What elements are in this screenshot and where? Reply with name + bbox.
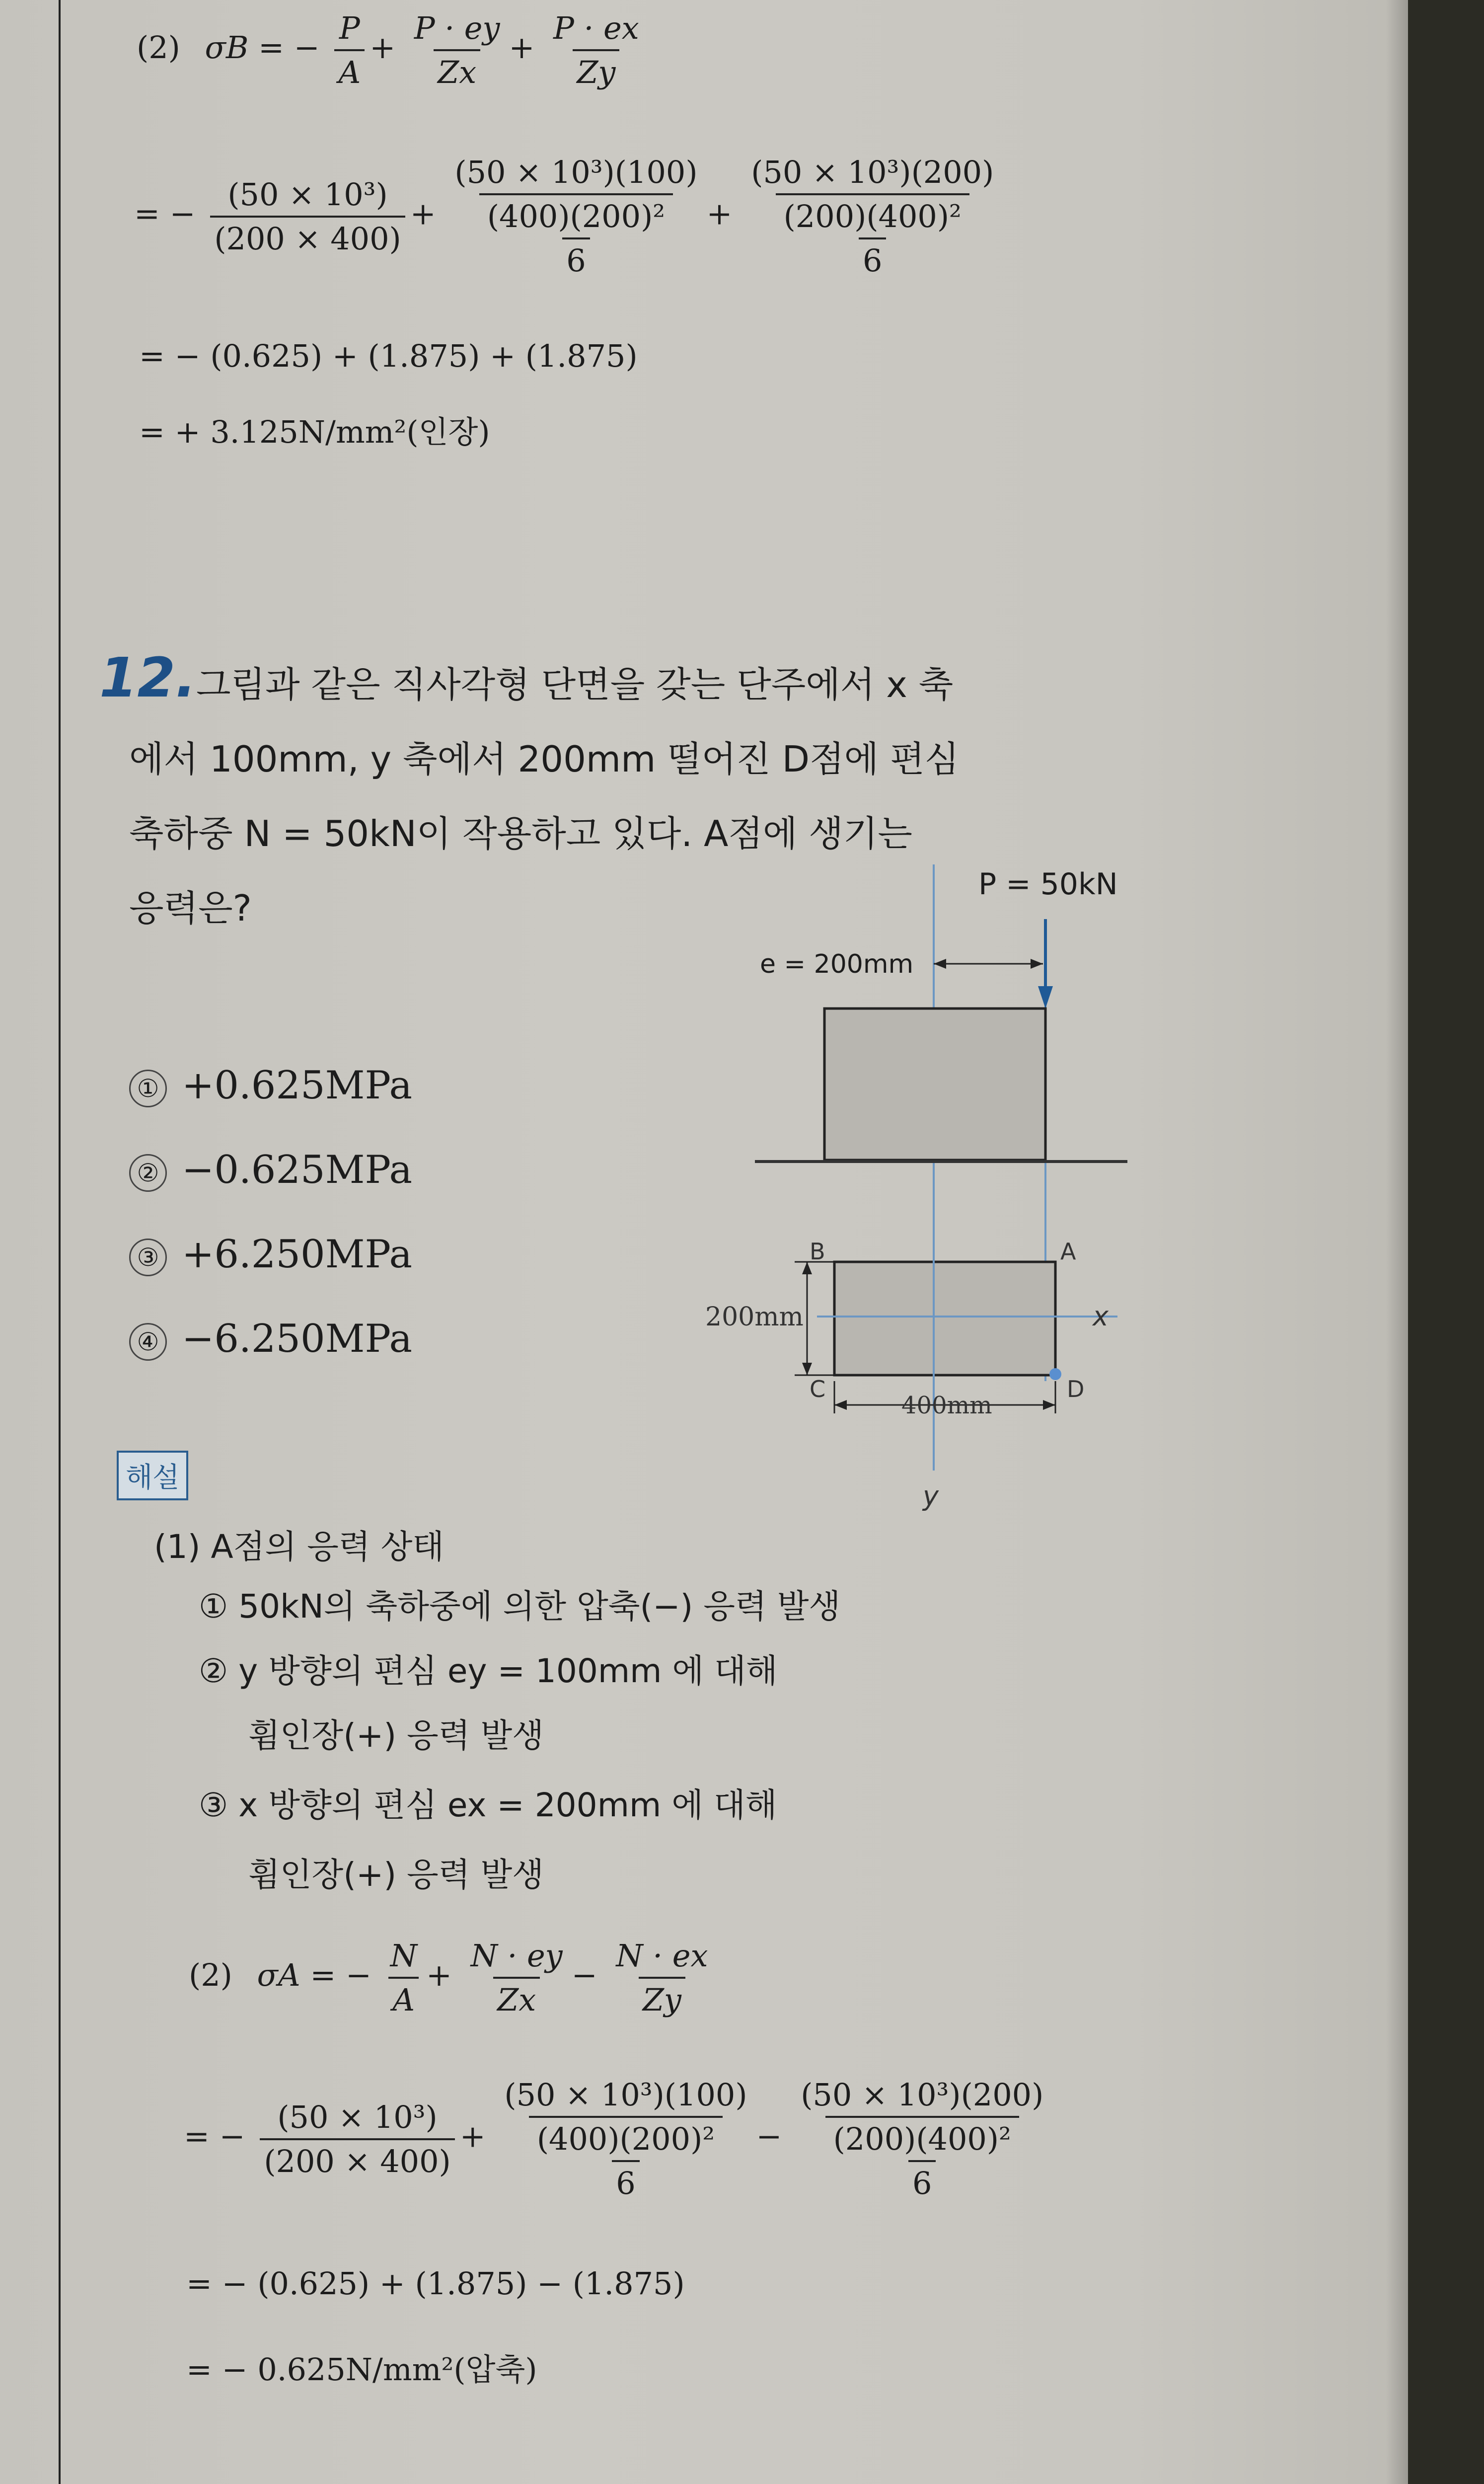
- point-b-label: B: [810, 1238, 825, 1265]
- solution-step-2a: ② y 방향의 편심 ey = 100mm 에 대해: [199, 1652, 778, 1690]
- solution-badge: 해설: [117, 1451, 188, 1500]
- arrow-head: [1031, 959, 1043, 969]
- sigma-a-lhs: σA = −: [257, 1957, 371, 1994]
- choice-2[interactable]: ② −0.625MPa: [129, 1148, 412, 1192]
- question-text-line-1: 그림과 같은 직사각형 단면을 갖는 단주에서 x 축: [196, 664, 954, 705]
- arrow-head: [934, 959, 946, 969]
- sol-eq-line-3: = − (0.625) + (1.875) − (1.875): [186, 2265, 685, 2302]
- fraction: $\frac{\text{(50 × 10³)(200)}}{\frac{\text{(200)(400)²}}{6}}$: [801, 2077, 1044, 2201]
- point-d-label: D: [1067, 1376, 1085, 1402]
- load-arrow-head: [1038, 986, 1053, 1009]
- x-axis-label: x: [1093, 1301, 1109, 1332]
- sol-eq-line-4: = − 0.625N/mm²(압축): [186, 2351, 537, 2388]
- sigma-b-lhs: σB = −: [205, 29, 320, 66]
- solution-step-3b: 휨인장(+) 응력 발생: [248, 1856, 544, 1894]
- fraction: $\frac{P \cdot ey}{Zx}$: [414, 10, 500, 90]
- arrow-head: [802, 1363, 812, 1375]
- prev-eq-line-3: = − (0.625) + (1.875) + (1.875): [139, 338, 638, 374]
- choice-mark: ①: [129, 1070, 167, 1107]
- question-text-line-3: 축하중 N = 50kN이 작용하고 있다. A점에 생기는: [129, 813, 912, 854]
- fraction: $\frac{P}{A}$: [334, 10, 365, 90]
- arrow-head: [834, 1400, 847, 1410]
- solution-heading: (1) A점의 응력 상태: [154, 1528, 445, 1566]
- prev-eq-line-2: = − $\frac{\text{(50 × 10³)}}{(200 \times 400)}$ + $\frac{\text{(50 × 10³)(100)}}{\frac{\text{(400)(200)²}}{6}}$ + $\frac{\text{(50 × 10³)(200)}}{\frac{\text{(200)(400)²}}{6}}$: [134, 154, 1003, 279]
- prev-eq-line-4: = + 3.125N/mm²(인장): [139, 414, 490, 450]
- fraction: $\frac{\text{(50 × 10³)}}{(200 \times 400)}$: [260, 2099, 454, 2179]
- width-label: 400mm: [901, 1392, 992, 1419]
- fraction: $\frac{N \cdot ey}{Zx}$: [470, 1938, 563, 2018]
- choice-4[interactable]: ④ −6.250MPa: [129, 1317, 412, 1361]
- y-axis-label: y: [923, 1480, 939, 1512]
- choice-3[interactable]: ③ +6.250MPa: [129, 1232, 412, 1277]
- question-text-line-4: 응력은?: [129, 887, 252, 929]
- arrow-head: [1043, 1400, 1055, 1410]
- point-a-label: A: [1060, 1238, 1076, 1265]
- eq-label: (2): [189, 1957, 232, 1994]
- prev-eq-line-1: (2) σB = − $\frac{P}{A}$ + $\frac{P \cdot ey}{Zx}$ + $\frac{P \cdot ex}{Zy}$: [137, 10, 648, 90]
- question-text-line-2: 에서 100mm, y 축에서 200mm 떨어진 D점에 편심: [129, 738, 960, 780]
- fraction: $\frac{\text{(50 × 10³)(100)}}{\frac{\text{(400)(200)²}}{6}}$: [504, 2077, 747, 2201]
- eq-label: (2): [137, 29, 180, 66]
- load-label: P = 50kN: [978, 867, 1118, 902]
- point-c-label: C: [810, 1376, 826, 1402]
- page-edge-shadow: [1386, 0, 1408, 2484]
- choice-1[interactable]: ① +0.625MPa: [129, 1063, 412, 1108]
- fraction: $\frac{P \cdot ex}{Zy}$: [553, 10, 639, 90]
- fraction: $\frac{N}{A}$: [386, 1938, 421, 2018]
- choice-mark: ②: [129, 1154, 167, 1192]
- height-label: 200mm: [705, 1302, 804, 1332]
- question-number: 12.: [99, 646, 196, 709]
- solution-step-1: ① 50kN의 축하중에 의한 압축(−) 응력 발생: [199, 1587, 841, 1626]
- sol-eq-line-2: = − $\frac{\text{(50 × 10³)}}{(200 \times 400)}$ + $\frac{\text{(50 × 10³)(100)}}{\frac{\text{(400)(200)²}}{6}}$ − $\frac{\text{(50 × 10³)(200)}}{\frac{\text{(200)(400)²}}{6}}$: [184, 2077, 1052, 2201]
- choice-mark: ④: [129, 1323, 167, 1361]
- solution-step-2b: 휨인장(+) 응력 발생: [248, 1716, 544, 1755]
- fraction: $\frac{N \cdot ex}{Zy}$: [616, 1938, 708, 2018]
- choice-mark: ③: [129, 1239, 167, 1276]
- ecc-label: e = 200mm: [760, 949, 914, 979]
- column-elevation: [824, 1009, 1045, 1160]
- fraction: $\frac{\text{(50 × 10³)}}{(200 \times 400)}$: [210, 176, 405, 257]
- point-d-marker: [1049, 1368, 1061, 1380]
- cross-section: [834, 1262, 1055, 1375]
- fraction: $\frac{\text{(50 × 10³)(100)}}{\frac{\text{(400)(200)²}}{6}}$: [454, 154, 698, 279]
- margin-rule: [59, 0, 61, 2484]
- sol-eq-line-1: (2) σA = − $\frac{N}{A}$ + $\frac{N \cdot ey}{Zx}$ − $\frac{N \cdot ex}{Zy}$: [189, 1938, 717, 2018]
- column-figure: [695, 854, 1192, 1550]
- solution-step-3a: ③ x 방향의 편심 ex = 200mm 에 대해: [199, 1786, 777, 1824]
- fraction: $\frac{\text{(50 × 10³)(200)}}{\frac{\text{(200)(400)²}}{6}}$: [751, 154, 994, 279]
